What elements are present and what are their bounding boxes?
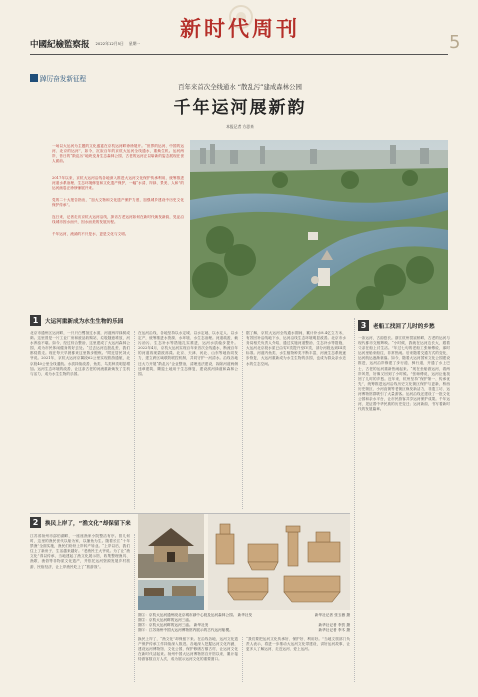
paper-name: 中國紀檢監察报 [30,40,90,50]
publication-date: 2022年12月5日 [95,41,124,46]
article-byline: 本报记者 方思来 [226,124,254,129]
caption-4: 图④：江苏扬州中国大运河博物馆内展示的古代运河船模。 [138,628,233,633]
caption-row-4 [138,628,350,633]
section-3-number: 3 [358,320,369,331]
article-headline: 千年运河展新韵 [173,98,307,118]
lead-paragraph-5: 千年运河，流淌的不只是水，更是文化与文明。 [52,232,129,236]
photo-ship-models [208,514,350,610]
divider [134,331,135,509]
section-2-col-3: “我们要把运河文化传承好、保护好、利用好。”当地文旅部门负责人表示，将进一步推动大运河文化带建设，讲好运河故事，让更多人了解运河、走近运河、爱上运河。 [246,637,350,652]
lead-paragraph-2: 2017年以来，京杭大运河沿线各地深入推进大运河文化保护传承利用，统筹推进河道水系治理、生态环境修复和文化遗产保护，一幅“水清、岸绿、景美、人和”的运河画卷正徐徐铺展开来。 [52,176,184,191]
page-title: 新时代周刊 [180,16,300,41]
masthead [0,0,478,60]
section-1-col-3: 据了解，京杭大运河全线通水期间，累计补水8.4亿立方米，有效回补沿线地下水，运河沿线生态环境明显改善。北京市水务局相关负责人介绍，通过实施河道整治、生态补水等措施，大运河北京段水质已由劣V类提升至IV类，部分河段达到III类标准。河道内鱼类、水生植物种类不断丰富，河流生态系统逐步恢复，大运河重新成为水生生物的乐园，也成为群众亲水近水的生态空间。 [246,331,346,366]
column-label-text: 踔厉奋发新征程 [40,75,87,83]
section-1-heading [30,315,123,326]
caption-3: 图③：京杭大运河畔的运河三庙。 新华社发 [138,623,209,628]
photo-aerial-canal-park [190,140,448,310]
photo-canal-temple [138,514,204,578]
section-1-col-2: 在运河沿线，各地坚持以水定城、以水定地、以水定人、以水定产，统筹推进水资源、水环境、水生态治理。河道疏浚、截污治污、生态补水等措施扎实推进，运河水质稳步提升。2022年4月，京杭大运河实现百年来首次全线通水，断流百年的河道再现碧波荡漾。北京、天津、河北、山东等地协同发力，建立跨区域联防联控机制，共同守护一河清水。沿线各地还大力开展“散乱污”企业整治，清理违法建设，拆除河道两侧违章建筑，腾退土地用于生态修复，建设滨河绿道和森林公园。 [138,331,238,376]
photo-canal-dock [138,580,204,610]
section-1-number: 1 [30,315,41,326]
page-number: 5 [449,32,461,53]
caption-2: 图②：京杭大运河畔的运河三庙。 [138,618,193,623]
caption-1: 图①：京杭大运河通州段北京城市副中心段及运河森林公园。 新华社发 [138,613,253,617]
column-label [30,73,86,83]
lead-paragraph-1: 一场以大运河为主题的文化盛宴在京杭运河畔徐徐展开。“世界的运河、中国的运河、北京的运河”，如今，沉寂百年的京杭大运河全线通水，重焕生机。运河两岸，昔日的“散乱污”地块变身生态森林公园，古老的运河正以崭新的姿态展现在世人面前。 [52,144,184,164]
photo-captions [138,613,350,633]
masthead-dateline [30,38,140,50]
section-2-col-1: 江苏省扬州市邵伯湖畔，一座座渔家小院整洁有序。曾几何时，这里的渔民世代以船为家，以捕鱼为生。随着长江“十年禁渔”全面实施，渔民们纷纷上岸转产转业。“上岸以后，我们住上了新房子，生活越来越好。”老渔民王大爷说。为了让“渔文化”得以传承，当地建起了渔文化展示馆，收集整理渔具、渔歌、渔俗等非物质文化遗产，并依托运河资源发展乡村旅游、民宿经济，让上岸渔民吃上了“旅游饭”。 [30,534,130,569]
divider [354,318,355,682]
section-2-heading [30,517,131,528]
section-1-title: 大运河重新成为水生生物的乐园 [45,318,124,325]
column-label-mark-icon [30,74,38,82]
section-2-col-2: 换民上岸了，“渔文化”却保留下来。在沿线各地，运河文化遗产保护传承工作持续深入推进。各地深入挖掘运河文化内涵，建设运河博物馆、文化公园，保护修缮古镇古村，让运河文化在新时代活起来。扬州中国大运河博物馆自开馆以来，累计接待游客数百万人次，成为展示运河文化的重要窗口。 [138,637,238,662]
lead-paragraph-3: 党的二十大报告指出，“加大文物和文化遗产保护力度，加强城乡建设中历史文化保护传承”。 [52,198,184,208]
article-kicker: 百年来首次全线通水 “散乱污”建成森林公园 [178,83,302,91]
lead-paragraph-4: 连日来，记者走访京杭大运河沿线，探访古老运河如何在新时代焕发新韵，见证沿线城市因水而兴、因水而美的发展历程。 [52,215,184,225]
divider [134,534,135,682]
masthead-underline [30,54,448,55]
section-1-col-1: 北京市通州区运河畔，一只只白鹭掠过水面，河道两岸绿树成荫。这里曾是一片工业厂房和废品收购站，垃圾随意堆放，河水浑浊不堪。如今，经过综合整治，这里建成了大运河森林公园，成为市民休闲健身的好去处。“过去运河边脏乱差，我们都绕着走。现在每天早晨都来这里散步锻炼。”附近居民刘大爷说。2021年，京杭大运河京冀段62公里实现旅游通航，北京段40公里全线通航。水质持续改善，鱼类、鸟类种类明显增加。运河生态环境的改善，让这条古老的河流重新焕发了生机与活力，成为水生生物的乐园。 [30,331,130,376]
lead-block [52,144,184,242]
section-3-body: 一条运河，古韵悠长。浙江杭州拱宸桥畔，古老的运河与现代都市交相辉映。“小时候，我就在运河边长大，跟着父亲在船上讨生活。”年过七旬的老船工张师傅说，那时运河里船来船往，非常热闹。后来随着交通方式的变化，运河航运逐渐衰落。如今，随着大运河国家文化公园建设推进，运河沿岸修建了步行道、骑行道，开通了水上巴士，古老的运河重新热闹起来。“现在坐船游运河，看两岸风景，好像又回到了小时候。”张师傅说，运河让他找回了儿时的乡愁。近年来，杭州坚持“保护第一、传承优先”，统筹推进运河沿线历史文化街区保护与更新，桥西历史街区、小河直街等老街区焕发新活力，非遗工坊、运河博物馆群吸引了大量游客。运河沿线还建设了一批文化公园和亲水平台，让市民游客共享运河保护成果。千年运河，见证着中华民族的历史变迁；运河新韵，书写着新时代的发展篇章。 [358,336,450,412]
section-2-title: 换民上岸了，“渔文化”却保留下来 [45,520,131,527]
photo-credit-1: 新华社记者 张玉薇 摄 [314,613,350,617]
section-3-title: 老船工找回了儿时的乡愁 [373,323,435,330]
divider [242,637,243,682]
section-2-number: 2 [30,517,41,528]
photo-credit-2: 新华社记者 李贺 摄 [318,623,350,628]
section-3-heading [358,320,435,331]
weekday: 星期一 [128,41,141,46]
divider [242,331,243,509]
photo-credit-3: 新华社记者 李木 摄 [318,628,350,633]
